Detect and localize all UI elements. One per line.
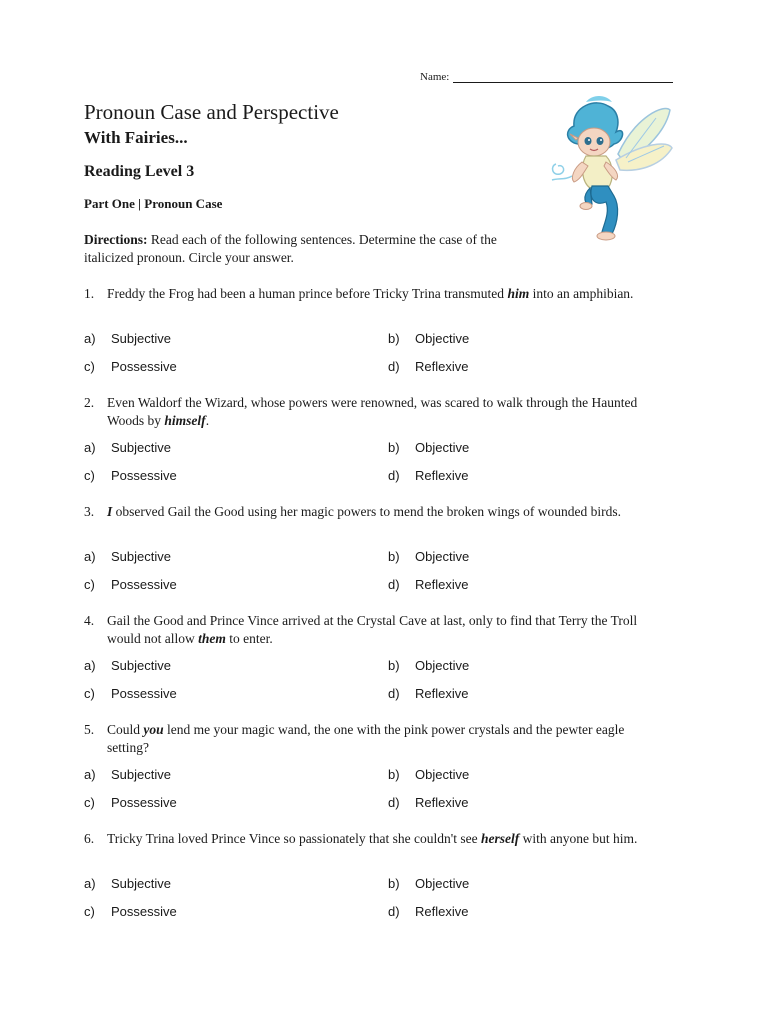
option-letter: d) [388,686,400,701]
option-letter: a) [84,440,96,455]
option-a[interactable] [84,331,388,346]
question-number: 3. [84,504,95,519]
question-2 [84,394,684,503]
question-text-before: Could [107,722,144,737]
option-b[interactable] [388,658,692,673]
question-text [107,285,667,303]
directions-label: Directions: [84,232,148,247]
option-letter: b) [388,331,400,346]
option-c[interactable] [84,904,388,919]
option-label: Subjective [111,876,171,891]
option-a[interactable] [84,876,388,891]
option-label: Possessive [111,577,177,592]
question-text [107,394,667,430]
question-number: 4. [84,613,95,628]
option-b[interactable] [388,876,692,891]
option-label: Reflexive [415,577,469,592]
option-label: Possessive [111,795,177,810]
option-letter: d) [388,904,400,919]
option-c[interactable] [84,359,388,374]
directions-text: Read each of the following sentences. Determine the case of the italicized pronoun. Circle your answer. [84,232,497,265]
name-blank-line[interactable] [453,70,673,83]
name-label: Name: [420,71,450,83]
option-label: Subjective [111,331,171,346]
option-c[interactable] [84,468,388,483]
question-number: 6. [84,831,95,846]
question-1 [84,285,684,394]
option-label: Objective [415,658,470,673]
question-text-before: Even Waldorf the Wizard, whose powers were renowned, was scared to walk through the Haunted Woods by [107,395,638,428]
option-label: Possessive [111,686,177,701]
option-label: Subjective [111,549,171,564]
question-4 [84,612,684,721]
option-letter: a) [84,549,96,564]
worksheet-title: Pronoun Case and Perspective [84,100,339,124]
option-letter: d) [388,795,400,810]
questions-list [84,285,684,939]
option-letter: b) [388,767,400,782]
question-number: 2. [84,395,95,410]
option-label: Possessive [111,904,177,919]
option-letter: a) [84,331,96,346]
option-letter: b) [388,876,400,891]
option-label: Objective [415,549,470,564]
question-text [107,830,667,848]
option-label: Subjective [111,440,171,455]
option-letter: c) [84,904,95,919]
question-text-after: observed Gail the Good using her magic powers to mend the broken wings of wounded birds. [112,504,622,519]
option-d[interactable] [388,904,692,919]
option-letter: b) [388,658,400,673]
option-label: Subjective [111,767,171,782]
option-label: Subjective [111,658,171,673]
option-a[interactable] [84,440,388,455]
question-text-after: . [205,413,210,428]
option-letter: a) [84,767,96,782]
option-c[interactable] [84,795,388,810]
question-text [107,721,667,757]
name-field[interactable] [420,70,673,83]
italic-pronoun: herself [480,831,520,846]
option-label: Reflexive [415,686,469,701]
option-label: Objective [415,331,470,346]
option-letter: d) [388,468,400,483]
option-d[interactable] [388,359,692,374]
option-label: Objective [415,767,470,782]
italic-pronoun: you [143,722,164,737]
option-label: Possessive [111,468,177,483]
option-letter: c) [84,577,95,592]
directions [84,231,534,267]
option-letter: b) [388,440,400,455]
question-text-before: Tricky Trina loved Prince Vince so passionately that she couldn't see [107,831,481,846]
option-d[interactable] [388,577,692,592]
question-text-before: Freddy the Frog had been a human prince before Tricky Trina transmuted [107,286,508,301]
option-letter: a) [84,658,96,673]
question-text-after: lend me your magic wand, the one with the pink power crystals and the pewter eagle setting? [107,722,625,755]
reading-level: Reading Level 3 [84,163,195,180]
option-d[interactable] [388,468,692,483]
option-letter: d) [388,359,400,374]
question-text [107,503,667,521]
question-5 [84,721,684,830]
question-text-after: into an amphibian. [529,286,634,301]
italic-pronoun: him [507,286,530,301]
option-letter: a) [84,876,96,891]
italic-pronoun: I [107,504,113,519]
fairy-illustration [546,96,676,244]
option-label: Objective [415,876,470,891]
option-label: Objective [415,440,470,455]
option-letter: c) [84,795,95,810]
option-letter: c) [84,359,95,374]
option-a[interactable] [84,549,388,564]
option-b[interactable] [388,767,692,782]
question-text-before: Gail the Good and Prince Vince arrived at the Crystal Cave at last, only to find that Terry the Troll would not allow [107,613,638,646]
option-label: Reflexive [415,904,469,919]
option-letter: d) [388,577,400,592]
question-number: 5. [84,722,95,737]
option-b[interactable] [388,331,692,346]
question-text-after: to enter. [225,631,273,646]
question-text-after: with anyone but him. [519,831,638,846]
option-letter: c) [84,686,95,701]
option-c[interactable] [84,686,388,701]
italic-pronoun: himself [164,413,206,428]
part-heading: Part One | Pronoun Case [84,196,223,211]
option-label: Reflexive [415,795,469,810]
option-letter: b) [388,549,400,564]
option-label: Reflexive [415,468,469,483]
option-label: Possessive [111,359,177,374]
worksheet-subtitle: With Fairies... [84,128,188,147]
question-number: 1. [84,286,95,301]
option-b[interactable] [388,549,692,564]
option-d[interactable] [388,686,692,701]
option-a[interactable] [84,658,388,673]
option-b[interactable] [388,440,692,455]
question-3 [84,503,684,612]
option-letter: c) [84,468,95,483]
question-6 [84,830,684,939]
option-d[interactable] [388,795,692,810]
option-a[interactable] [84,767,388,782]
option-label: Reflexive [415,359,469,374]
question-text [107,612,667,648]
option-c[interactable] [84,577,388,592]
italic-pronoun: them [198,631,226,646]
